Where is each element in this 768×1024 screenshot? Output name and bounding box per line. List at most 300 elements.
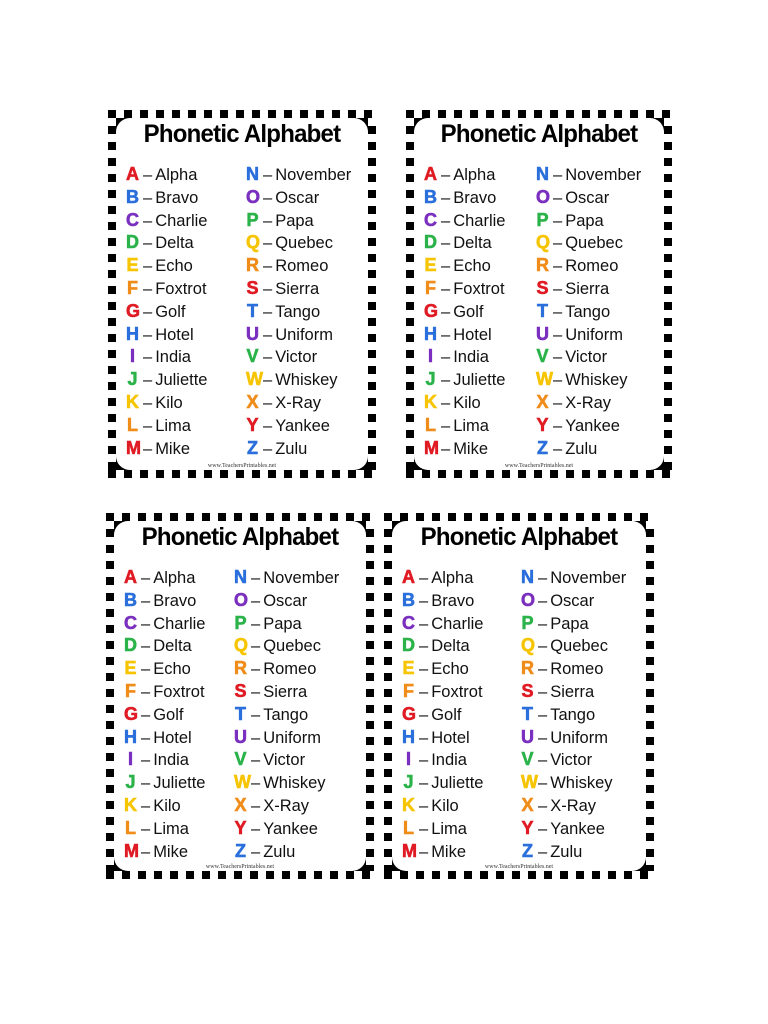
entry-word: Quebec <box>565 234 623 253</box>
card-footer-url: www.TeachersPrintables.net <box>207 463 277 469</box>
entry-dash: – <box>251 751 261 770</box>
entry-dash: – <box>141 660 151 679</box>
alphabet-entry <box>124 703 205 726</box>
entry-word: Uniform <box>275 325 333 344</box>
alphabet-entry <box>402 748 483 771</box>
alphabet-entry <box>126 163 207 186</box>
entry-dash: – <box>141 591 151 610</box>
entry-word: Romeo <box>263 660 317 679</box>
entry-word: Romeo <box>565 257 619 276</box>
entry-letter: Y <box>536 414 549 435</box>
entry-dash: – <box>441 325 451 344</box>
entry-letter: C <box>424 209 437 230</box>
entry-dash: – <box>251 774 261 793</box>
entry-dash: – <box>251 682 261 701</box>
alphabet-entry <box>246 323 351 346</box>
entry-letter: Z <box>522 840 533 861</box>
alphabet-entry <box>234 794 339 817</box>
entry-dash: – <box>143 325 153 344</box>
entry-letter: I <box>427 346 433 367</box>
alphabet-entry <box>521 794 626 817</box>
alphabet-entry <box>234 680 339 703</box>
alphabet-entry <box>402 612 483 635</box>
entry-letter: X <box>246 391 259 412</box>
entry-word: Foxtrot <box>431 682 483 701</box>
entry-letter: M <box>424 437 439 458</box>
entry-dash: – <box>143 166 153 184</box>
entry-letter: C <box>124 612 137 633</box>
entry-letter: G <box>126 300 141 321</box>
entry-word: Whiskey <box>565 371 628 390</box>
entry-dash: – <box>553 234 563 253</box>
entry-word: India <box>453 348 489 367</box>
entry-dash: – <box>538 774 548 793</box>
alphabet-entry <box>246 300 351 323</box>
entry-letter: V <box>246 346 259 367</box>
entry-letter: S <box>536 277 549 298</box>
alphabet-entry <box>536 186 641 209</box>
entry-word: Echo <box>155 257 193 276</box>
entry-letter: B <box>424 186 437 207</box>
entry-letter: O <box>234 589 249 610</box>
alphabet-entry <box>536 345 641 368</box>
entry-dash: – <box>419 705 429 724</box>
entry-letter: H <box>126 323 139 344</box>
entry-letter: Y <box>234 817 247 838</box>
alphabet-entry <box>402 657 483 680</box>
entry-letter: D <box>402 635 415 656</box>
entry-dash: – <box>263 188 273 207</box>
alphabet-entry <box>234 771 339 794</box>
alphabet-entry <box>536 254 641 277</box>
phonetic-card-top-left <box>108 110 376 478</box>
entry-letter: H <box>402 726 415 747</box>
alphabet-entry <box>234 748 339 771</box>
entry-letter: A <box>424 164 437 184</box>
alphabet-entry <box>126 277 207 300</box>
entry-word: November <box>275 166 352 184</box>
entry-dash: – <box>441 166 451 184</box>
entry-word: Golf <box>153 705 184 724</box>
entry-word: November <box>565 166 642 184</box>
alphabet-entry <box>126 231 207 254</box>
alphabet-entry <box>126 209 207 232</box>
entry-dash: – <box>251 842 261 861</box>
entry-dash: – <box>553 302 563 321</box>
entry-letter: B <box>126 186 139 207</box>
alphabet-entry <box>521 680 626 703</box>
entry-dash: – <box>553 371 563 390</box>
entry-dash: – <box>538 569 548 587</box>
entry-dash: – <box>251 637 261 656</box>
entry-letter: S <box>234 680 247 701</box>
alphabet-entry <box>234 840 339 863</box>
alphabet-entry <box>521 748 626 771</box>
entry-dash: – <box>143 371 153 390</box>
entry-dash: – <box>553 393 563 412</box>
entry-word: Uniform <box>550 728 608 747</box>
entry-letter: L <box>127 414 138 435</box>
entry-dash: – <box>251 796 261 815</box>
entry-dash: – <box>251 569 261 587</box>
entry-letter: E <box>424 255 437 276</box>
alphabet-entry <box>246 209 351 232</box>
entry-dash: – <box>263 166 273 184</box>
entry-word: Charlie <box>153 614 206 633</box>
entry-word: Whiskey <box>550 774 613 793</box>
entry-word: Romeo <box>550 660 604 679</box>
right-column <box>536 163 641 459</box>
card-title: Phonetic Alphabet <box>143 120 341 148</box>
left-column <box>126 163 207 459</box>
entry-dash: – <box>143 439 153 458</box>
entry-letter: G <box>402 703 417 724</box>
entry-word: Oscar <box>263 591 308 610</box>
alphabet-entry <box>126 414 207 437</box>
entry-word: Hotel <box>153 728 192 747</box>
entry-word: Lima <box>431 819 467 838</box>
card-footer-url: www.TeachersPrintables.net <box>205 864 275 870</box>
entry-word: Yankee <box>263 819 318 838</box>
entry-word: Delta <box>153 637 192 656</box>
alphabet-entry <box>246 277 351 300</box>
alphabet-entry <box>536 391 641 414</box>
entry-word: X-Ray <box>565 393 612 412</box>
alphabet-entry <box>124 748 205 771</box>
entry-word: Golf <box>453 302 484 321</box>
alphabet-entry <box>234 657 339 680</box>
alphabet-entry <box>536 414 641 437</box>
entry-letter: X <box>521 794 534 815</box>
entry-dash: – <box>419 591 429 610</box>
entry-word: Juliette <box>431 774 484 793</box>
card-footer-url: www.TeachersPrintables.net <box>504 463 574 469</box>
entry-letter: H <box>124 726 137 747</box>
entry-word: Foxtrot <box>453 279 505 298</box>
alphabet-entry <box>536 277 641 300</box>
entry-letter: R <box>234 658 247 679</box>
card-title: Phonetic Alphabet <box>440 120 638 148</box>
entry-letter: A <box>124 567 137 587</box>
alphabet-entry <box>424 231 505 254</box>
alphabet-entry <box>424 209 505 232</box>
entry-word: Tango <box>565 302 611 321</box>
entry-dash: – <box>419 660 429 679</box>
entry-dash: – <box>263 416 273 435</box>
alphabet-entry <box>424 277 505 300</box>
entry-letter: M <box>126 437 141 458</box>
entry-letter: P <box>536 209 549 230</box>
entry-dash: – <box>143 234 153 253</box>
alphabet-entry <box>234 703 339 726</box>
entry-word: Zulu <box>263 842 296 861</box>
entry-word: Tango <box>275 302 321 321</box>
entry-dash: – <box>141 842 151 861</box>
entry-letter: H <box>424 323 437 344</box>
entry-word: Yankee <box>275 416 330 435</box>
entry-word: Romeo <box>275 257 329 276</box>
entry-word: Oscar <box>550 591 595 610</box>
entry-word: Juliette <box>153 774 206 793</box>
entry-word: Bravo <box>155 188 199 207</box>
entry-dash: – <box>143 257 153 276</box>
entry-word: Sierra <box>565 279 610 298</box>
entry-dash: – <box>251 614 261 633</box>
entry-dash: – <box>141 751 151 770</box>
entry-letter: C <box>402 612 415 633</box>
entry-dash: – <box>441 393 451 412</box>
entry-word: Quebec <box>550 637 608 656</box>
entry-word: Charlie <box>453 211 506 230</box>
alphabet-entry <box>126 368 207 391</box>
entry-dash: – <box>441 439 451 458</box>
card-title: Phonetic Alphabet <box>420 523 618 551</box>
entry-word: Mike <box>155 439 191 458</box>
alphabet-entry <box>124 840 205 863</box>
entry-word: Uniform <box>263 728 321 747</box>
entry-letter: I <box>405 749 411 770</box>
entry-dash: – <box>141 637 151 656</box>
alphabet-entry <box>124 634 205 657</box>
entry-dash: – <box>553 188 563 207</box>
alphabet-entry <box>424 323 505 346</box>
entry-dash: – <box>141 796 151 815</box>
alphabet-entry <box>521 726 626 749</box>
entry-dash: – <box>553 439 563 458</box>
entry-word: Bravo <box>153 591 197 610</box>
entry-dash: – <box>141 614 151 633</box>
entry-dash: – <box>419 637 429 656</box>
entry-letter: M <box>402 840 417 861</box>
entry-word: X-Ray <box>550 796 597 815</box>
entry-letter: F <box>127 277 138 298</box>
entry-word: Yankee <box>550 819 605 838</box>
entry-dash: – <box>538 842 548 861</box>
entry-dash: – <box>251 728 261 747</box>
entry-letter: Q <box>234 635 249 656</box>
entry-letter: Y <box>246 414 259 435</box>
entry-letter: Y <box>521 817 534 838</box>
entry-word: Foxtrot <box>153 682 205 701</box>
entry-dash: – <box>143 302 153 321</box>
entry-dash: – <box>141 819 151 838</box>
entry-word: Echo <box>453 257 491 276</box>
entry-word: November <box>263 569 340 587</box>
entry-dash: – <box>419 751 429 770</box>
alphabet-entry <box>521 589 626 612</box>
alphabet-entry <box>521 771 626 794</box>
entry-dash: – <box>263 439 273 458</box>
entry-dash: – <box>143 416 153 435</box>
alphabet-entry <box>402 817 483 840</box>
alphabet-entry <box>521 840 626 863</box>
entry-word: Mike <box>153 842 189 861</box>
alphabet-entry <box>402 703 483 726</box>
alphabet-entry <box>126 300 207 323</box>
entry-word: Uniform <box>565 325 623 344</box>
entry-word: Lima <box>153 819 189 838</box>
alphabet-entry <box>521 657 626 680</box>
alphabet-entry <box>124 680 205 703</box>
alphabet-entry <box>246 254 351 277</box>
entry-dash: – <box>538 819 548 838</box>
alphabet-entry <box>126 254 207 277</box>
entry-word: Zulu <box>550 842 583 861</box>
alphabet-entry <box>424 368 505 391</box>
entry-letter: N <box>246 164 259 184</box>
entry-word: Whiskey <box>263 774 326 793</box>
alphabet-entry <box>536 323 641 346</box>
alphabet-entry <box>124 771 205 794</box>
alphabet-entry <box>234 634 339 657</box>
alphabet-entry <box>536 209 641 232</box>
entry-word: Juliette <box>453 371 506 390</box>
alphabet-entry <box>246 414 351 437</box>
entry-word: Lima <box>453 416 489 435</box>
alphabet-entry <box>402 726 483 749</box>
alphabet-entry <box>126 437 207 460</box>
alphabet-entry <box>402 794 483 817</box>
entry-dash: – <box>441 211 451 230</box>
entry-word: Alpha <box>153 569 196 587</box>
alphabet-entry <box>424 163 505 186</box>
entry-dash: – <box>553 348 563 367</box>
entry-word: Lima <box>155 416 191 435</box>
phonetic-card-bottom-left <box>106 513 374 879</box>
entry-dash: – <box>263 325 273 344</box>
entry-letter: A <box>402 567 415 587</box>
entry-letter: B <box>124 589 137 610</box>
entry-word: Zulu <box>275 439 308 458</box>
entry-letter: U <box>234 726 247 747</box>
alphabet-entry <box>424 186 505 209</box>
alphabet-entry <box>424 254 505 277</box>
entry-word: Papa <box>550 614 589 633</box>
entry-dash: – <box>538 728 548 747</box>
entry-letter: R <box>536 255 549 276</box>
entry-letter: L <box>125 817 136 838</box>
entry-letter: O <box>246 186 261 207</box>
entry-letter: Z <box>247 437 258 458</box>
entry-letter: O <box>536 186 551 207</box>
entry-word: India <box>155 348 191 367</box>
entry-dash: – <box>538 614 548 633</box>
entry-letter: F <box>403 680 414 701</box>
alphabet-entry <box>424 300 505 323</box>
entry-dash: – <box>538 705 548 724</box>
entry-dash: – <box>263 302 273 321</box>
entry-letter: T <box>247 300 258 321</box>
alphabet-entry <box>234 612 339 635</box>
entry-letter: V <box>521 749 534 770</box>
entry-word: Victor <box>550 751 593 770</box>
entry-dash: – <box>419 614 429 633</box>
card-inner <box>414 118 664 470</box>
alphabet-entry <box>124 589 205 612</box>
entry-letter: L <box>425 414 436 435</box>
alphabet-entry <box>126 391 207 414</box>
alphabet-entry <box>402 680 483 703</box>
alphabet-entry <box>124 817 205 840</box>
entry-letter: E <box>402 658 415 679</box>
entry-dash: – <box>251 660 261 679</box>
entry-dash: – <box>441 416 451 435</box>
entry-dash: – <box>553 325 563 344</box>
entry-letter: N <box>234 567 247 587</box>
entry-dash: – <box>553 166 563 184</box>
entry-word: Mike <box>453 439 489 458</box>
entry-dash: – <box>419 569 429 587</box>
entry-dash: – <box>441 348 451 367</box>
entry-dash: – <box>251 705 261 724</box>
alphabet-entry <box>402 634 483 657</box>
left-column <box>124 566 205 862</box>
alphabet-entry <box>521 634 626 657</box>
entry-dash: – <box>251 591 261 610</box>
entry-word: Alpha <box>155 166 198 184</box>
entry-letter: U <box>246 323 259 344</box>
entry-word: X-Ray <box>263 796 310 815</box>
entry-word: Hotel <box>453 325 492 344</box>
entry-word: Sierra <box>275 279 320 298</box>
entry-dash: – <box>143 393 153 412</box>
entry-word: Whiskey <box>275 371 338 390</box>
entry-word: Delta <box>431 637 470 656</box>
alphabet-entry <box>424 437 505 460</box>
entry-word: Bravo <box>431 591 475 610</box>
entry-word: Delta <box>155 234 194 253</box>
entry-word: Delta <box>453 234 492 253</box>
entry-letter: R <box>521 658 534 679</box>
entry-dash: – <box>263 371 273 390</box>
entry-word: Oscar <box>275 188 320 207</box>
entry-letter: T <box>537 300 548 321</box>
entry-word: Papa <box>263 614 302 633</box>
entry-dash: – <box>538 751 548 770</box>
entry-word: India <box>153 751 189 770</box>
alphabet-entry <box>424 345 505 368</box>
entry-letter: K <box>424 391 437 412</box>
entry-letter: J <box>403 772 414 793</box>
alphabet-entry <box>536 437 641 460</box>
alphabet-entry <box>234 589 339 612</box>
entry-letter: D <box>126 232 139 253</box>
entry-letter: D <box>124 635 137 656</box>
entry-dash: – <box>419 774 429 793</box>
entry-letter: J <box>125 772 136 793</box>
alphabet-entry <box>124 566 205 589</box>
entry-word: Yankee <box>565 416 620 435</box>
entry-dash: – <box>263 211 273 230</box>
entry-letter: I <box>127 749 133 770</box>
entry-dash: – <box>441 279 451 298</box>
entry-dash: – <box>141 728 151 747</box>
entry-word: Echo <box>153 660 191 679</box>
entry-word: Alpha <box>453 166 496 184</box>
entry-word: Kilo <box>153 796 181 815</box>
entry-dash: – <box>263 348 273 367</box>
entry-letter: M <box>124 840 139 861</box>
entry-word: Quebec <box>263 637 321 656</box>
left-column <box>402 566 483 862</box>
right-column <box>246 163 351 459</box>
entry-word: Tango <box>550 705 596 724</box>
entry-dash: – <box>538 796 548 815</box>
entry-word: Charlie <box>155 211 208 230</box>
entry-word: November <box>550 569 627 587</box>
right-column <box>521 566 626 862</box>
entry-letter: X <box>536 391 549 412</box>
